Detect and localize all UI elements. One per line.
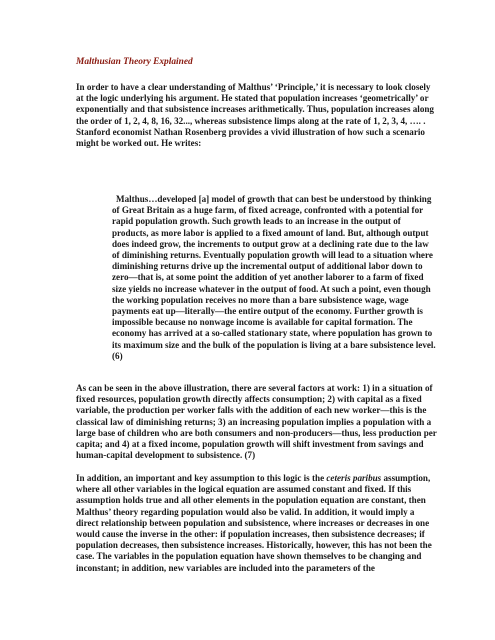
block-quote-text: Malthus…developed [a] model of growth that can best be understood by thinking of Great Britain as a huge farm, of fixed acreage, confronted with a potential for rapid population growth. Such growth leads to an increase in the output of products, as more labor is applied to a fixed amount of land. But, although output does indeed grow, the increments to output grow at a declining rate due to the law of diminishing returns. Eventually population growth will lead to a situation where diminishing returns drive up the incremental output of additional labor down to zero—that is, at some point the addition of yet another laborer to a farm of fixed size yields no increase whatever in the output of food. At such a point, even though the working population receives no more than a bare subsistence wage, wage payments eat up—literally—the entire output of the economy. Further growth is impossible because no nonwage income is available for capital formation. The economy has arrived at a so-called stationary state, where population has grown to its maximum size and the bulk of the population is living at a bare subsistence level. (6)	[112, 194, 436, 361]
paragraph-intro: In order to have a clear understanding of Malthus’ ‘Principle,’ it is necessary to look closely at the logic underlying his argument. He stated that population increases ‘geometrically’ or exponentially and that subsistence increases arithmetically. Thus, population increases along the order of 1, 2, 4, 8, 16, 32..., whereas subsistence limps along at the rate of 1, 2, 3, 4, …. . Stanford economist Nathan Rosenberg provides a vivid illustration of how such a scenario might be worked out. He writes:	[76, 82, 434, 149]
paragraph-assumption-rest: assumption, where all other variables in the logical equation are assumed constant and fixed. If this assumption holds true and all other elements in the population equation are constant, then Malthus’ theory regarding population would also be valid. In addition, it would imply a direct relationship between population and subsistence, where increases or decreases in one would cause the inverse in the other: if population increases, then subsistence decreases; if population decreases, then subsistence increases. Historically, however, this has not been the case. The variables in the population equation have shown themselves to be changing and inconstant; in addition, new variables are included into the parameters of the	[76, 473, 432, 573]
paragraph-assumption	[76, 473, 438, 574]
document-title: Malthusian Theory Explained	[76, 57, 193, 67]
block-quote	[112, 194, 436, 362]
paragraph-assumption-start: In addition, an important and key assumption to this logic is the	[76, 473, 327, 483]
paragraph-factors: As can be seen in the above illustration, there are several factors at work: 1) in a situation of fixed resources, population growth directly affects consumption; 2) with capital as a fixed variable, the production per worker falls with the addition of each new worker—this is the classical law of diminishing returns; 3) an increasing population implies a population with a large base of children who are both consumers and non-producers—thus, less production per capita; and 4) at a fixed income, population growth will shift investment from savings and human-capital development to subsistence. (7)	[76, 383, 437, 461]
paragraph-assumption-italic-term: ceteris paribus	[326, 473, 382, 483]
